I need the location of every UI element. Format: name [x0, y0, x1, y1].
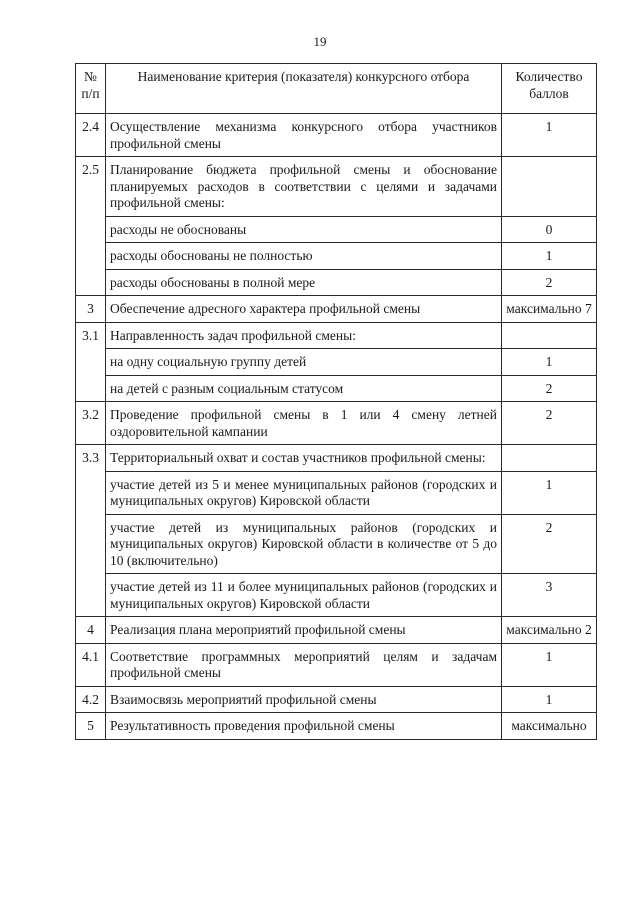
table-row: [76, 322, 597, 349]
row-score: максимально 2: [502, 617, 597, 644]
row-num: 3: [76, 296, 106, 323]
row-score: [502, 322, 597, 349]
table-row: [76, 157, 597, 217]
row-num: 3.2: [76, 402, 106, 445]
row-criterion: участие детей из 11 и более муниципальных районов (городских и муниципальных округов) Кировской области: [106, 574, 502, 617]
table-row: [76, 514, 597, 574]
row-criterion: Взаимосвязь мероприятий профильной смены: [106, 686, 502, 713]
row-score: максимально 7: [502, 296, 597, 323]
row-criterion: участие детей из муниципальных районов (городских и муниципальных округов) Кировской области в количестве от 5 до 10 (включительно): [106, 514, 502, 574]
row-score: 1: [502, 643, 597, 686]
row-num: 4: [76, 617, 106, 644]
row-criterion: Осуществление механизма конкурсного отбора участников профильной смены: [106, 114, 502, 157]
table-row: [76, 574, 597, 617]
row-score: 2: [502, 375, 597, 402]
header-score: Количество баллов: [502, 64, 597, 114]
row-criterion: участие детей из 5 и менее муниципальных районов (городских и муниципальных округов) Кировской области: [106, 471, 502, 514]
row-criterion: Территориальный охват и состав участников профильной смены:: [106, 445, 502, 472]
table-row: [76, 617, 597, 644]
table-row: [76, 471, 597, 514]
table-row: [76, 296, 597, 323]
header-num: № п/п: [76, 64, 106, 114]
row-num: 4.1: [76, 643, 106, 686]
row-criterion: Соответствие программных мероприятий целям и задачам профильной смены: [106, 643, 502, 686]
row-num: 3.1: [76, 322, 106, 402]
table-row: [76, 375, 597, 402]
row-criterion: на одну социальную группу детей: [106, 349, 502, 376]
row-criterion: расходы не обоснованы: [106, 216, 502, 243]
header-criterion: Наименование критерия (показателя) конкурсного отбора: [106, 64, 502, 114]
row-score: 0: [502, 216, 597, 243]
row-score: [502, 157, 597, 217]
row-criterion: Планирование бюджета профильной смены и обоснование планируемых расходов в соответствии с целями и задачами профильной смены:: [106, 157, 502, 217]
row-criterion: расходы обоснованы не полностью: [106, 243, 502, 270]
row-criterion: Направленность задач профильной смены:: [106, 322, 502, 349]
row-score: максимально: [502, 713, 597, 740]
row-num: 2.5: [76, 157, 106, 296]
table-row: [76, 643, 597, 686]
table-header-row: [76, 64, 597, 114]
row-score: 1: [502, 114, 597, 157]
row-criterion: Результативность проведения профильной смены: [106, 713, 502, 740]
row-score: 2: [502, 514, 597, 574]
row-criterion: Обеспечение адресного характера профильной смены: [106, 296, 502, 323]
row-score: 1: [502, 349, 597, 376]
table-row: [76, 269, 597, 296]
row-num: 2.4: [76, 114, 106, 157]
table-row: [76, 114, 597, 157]
row-score: 1: [502, 243, 597, 270]
row-score: [502, 445, 597, 472]
row-criterion: расходы обоснованы в полной мере: [106, 269, 502, 296]
table-row: [76, 402, 597, 445]
row-score: 2: [502, 402, 597, 445]
table-row: [76, 349, 597, 376]
criteria-table: [75, 63, 597, 740]
row-criterion: Проведение профильной смены в 1 или 4 смену летней оздоровительной кампании: [106, 402, 502, 445]
row-criterion: Реализация плана мероприятий профильной смены: [106, 617, 502, 644]
table-row: [76, 216, 597, 243]
page-number: 19: [313, 34, 327, 49]
row-num: 4.2: [76, 686, 106, 713]
row-score: 1: [502, 471, 597, 514]
table-row: [76, 243, 597, 270]
table-row: [76, 445, 597, 472]
row-score: 2: [502, 269, 597, 296]
row-num: 5: [76, 713, 106, 740]
table-row: [76, 713, 597, 740]
row-num: 3.3: [76, 445, 106, 617]
row-criterion: на детей с разным социальным статусом: [106, 375, 502, 402]
table-row: [76, 686, 597, 713]
row-score: 3: [502, 574, 597, 617]
row-score: 1: [502, 686, 597, 713]
